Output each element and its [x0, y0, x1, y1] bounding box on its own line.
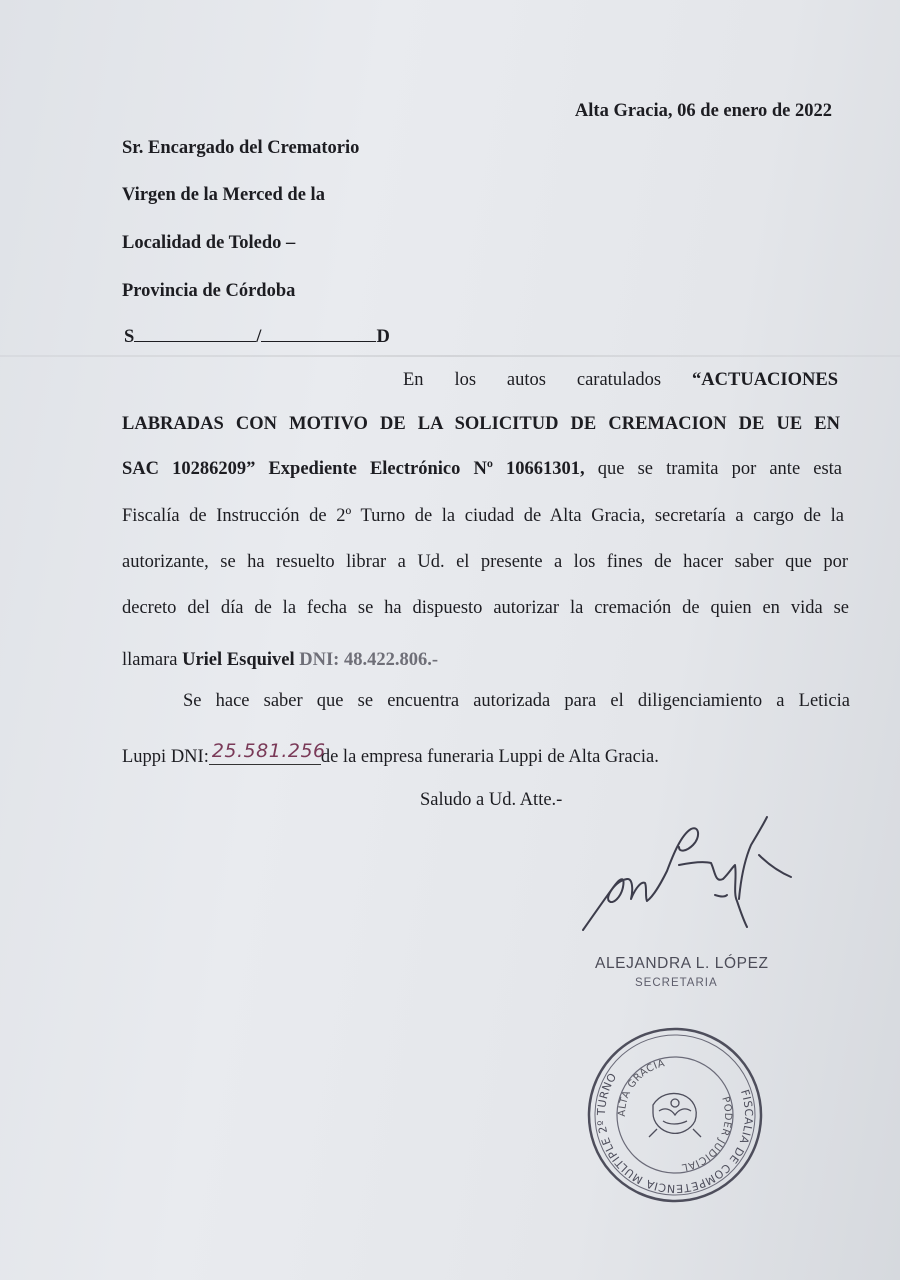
svg-text:ALTA GRACIA: [603, 1057, 678, 1120]
body-line-1: En los autos caratulados “ACTUACIONES: [403, 370, 838, 390]
seal-outer-text: FISCALIA DE COMPETENCIA MULTIPLE 2º TURNO: [594, 1070, 756, 1196]
body-line-4: Fiscalía de Instrucción de 2º Turno de la ciudad de Alta Gracia, secretaría a cargo de la: [122, 506, 844, 526]
body-line-6: decreto del día de la fecha se ha dispuesto autorizar la cremación de quien en vida se: [122, 598, 849, 618]
official-seal: [585, 1025, 765, 1205]
signatory-role: SECRETARIA: [635, 977, 718, 989]
letter-date: Alta Gracia, 06 de enero de 2022: [574, 101, 832, 121]
paper-fold: [0, 355, 900, 357]
recipient-line-2: Virgen de la Merced de la: [122, 185, 325, 205]
salutation-s: S: [124, 327, 135, 347]
salutation-slash: /: [256, 327, 262, 347]
deceased-name: Uriel Esquivel: [182, 650, 295, 670]
recipient-line-3: Localidad de Toledo –: [122, 233, 296, 253]
signatory-name: ALEJANDRA L. LÓPEZ: [595, 955, 769, 972]
deceased-dni: DNI: 48.422.806.-: [299, 650, 439, 670]
body-line-7: llamara Uriel Esquivel DNI: 48.422.806.-: [122, 650, 439, 670]
signature-image: [575, 805, 815, 945]
body-line-2: LABRADAS CON MOTIVO DE LA SOLICITUD DE CREMACION DE UE EN: [122, 414, 840, 434]
salutation-d: D: [376, 327, 390, 347]
closing-greeting: Saludo a Ud. Atte.-: [420, 790, 563, 810]
seal-inner-text: PODER JUDICIAL: [680, 1095, 734, 1173]
body2-line-1: Se hace saber que se encuentra autorizada para el diligenciamiento a Leticia: [183, 691, 850, 711]
recipient-line-4: Provincia de Córdoba: [122, 281, 296, 301]
body-line-5: autorizante, se ha resuelto librar a Ud. el presente a los fines de hacer saber que por: [122, 552, 848, 572]
seal-side-text: ALTA GRACIA: [616, 1058, 667, 1117]
recipient-line-1: Sr. Encargado del Crematorio: [122, 138, 360, 158]
salutation-sd: [124, 326, 390, 348]
seal-emblem: [649, 1093, 701, 1137]
handwritten-dni: 25.581.256: [211, 740, 326, 762]
body-line-3: SAC 10286209” Expediente Electrónico Nº 10661301, que se tramita por ante esta: [122, 459, 843, 479]
body2-line-2: Luppi DNI: 25.581.256 de la empresa funeraria Luppi de Alta Gracia.: [122, 740, 659, 767]
